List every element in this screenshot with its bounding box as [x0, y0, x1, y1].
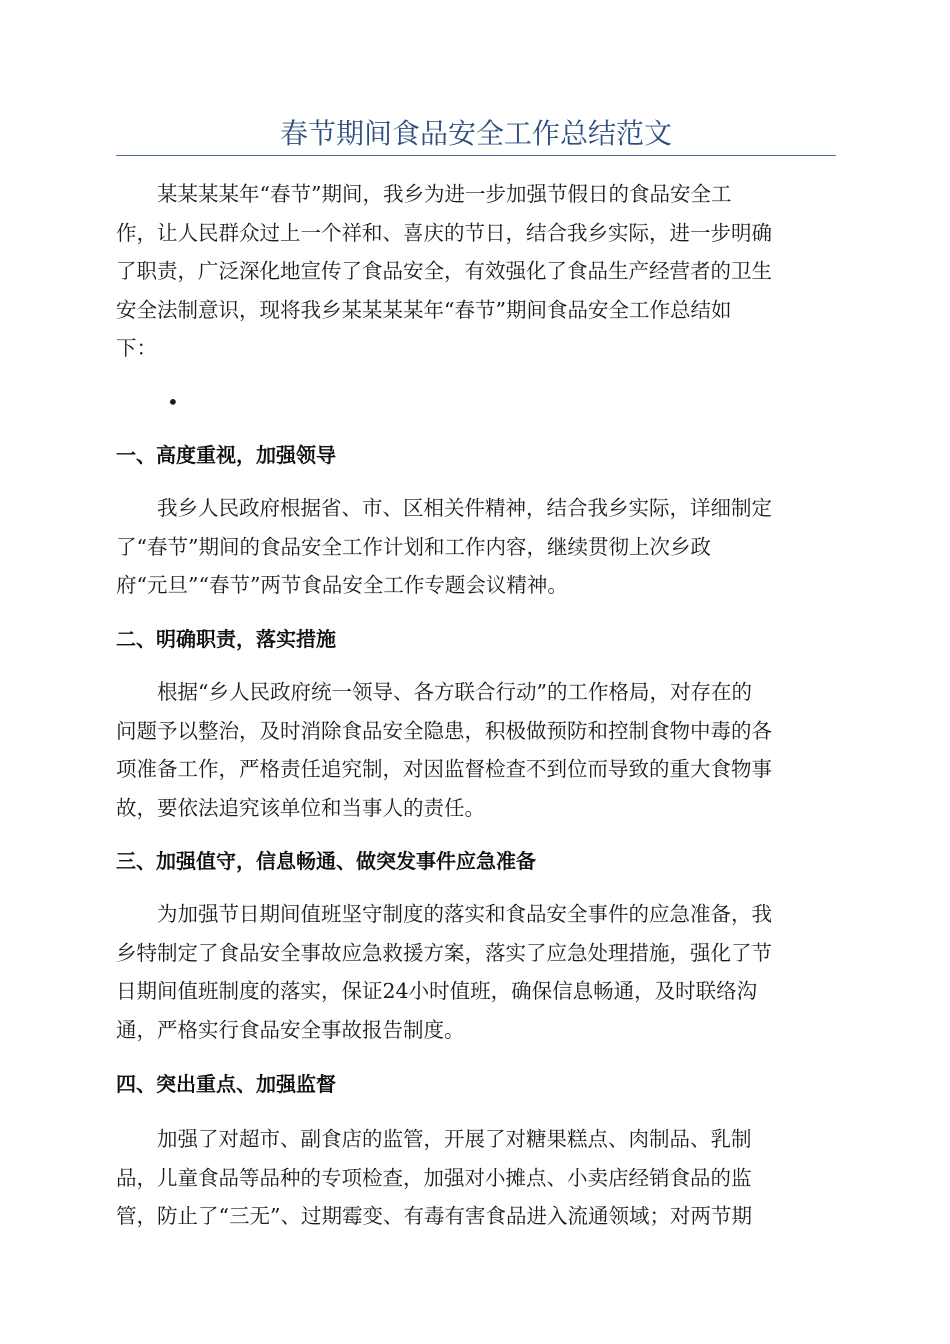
section-heading-4: 四、突出重点、加强监督: [116, 1072, 336, 1096]
intro-paragraph: [116, 175, 836, 368]
section-heading-2: 二、明确职责，落实措施: [116, 627, 336, 651]
section-body-3: [116, 895, 836, 1049]
body-line: 问题予以整治，及时消除食品安全隐患，积极做预防和控制食物中毒的各: [116, 718, 772, 743]
intro-line: 某某某某年“春节”期间，我乡为进一步加强节假日的食品安全工: [157, 182, 732, 206]
body-line: 通，严格实行食品安全事故报告制度。: [116, 1017, 465, 1042]
intro-line: 了职责，广泛深化地宣传了食品安全，有效强化了食品生产经营者的卫生: [116, 259, 772, 283]
intro-line: 安全法制意识，现将我乡某某某某年“春节”期间食品安全工作总结如: [116, 297, 732, 322]
title-underline: [116, 155, 836, 156]
body-line: 项准备工作，严格责任追究制，对因监督检查不到位而导致的重大食物事: [116, 757, 772, 781]
body-line: 故，要依法追究该单位和当事人的责任。: [116, 795, 485, 820]
body-line: 为加强节日期间值班坚守制度的落实和食品安全事件的应急准备，我: [157, 902, 772, 926]
body-line: 乡特制定了食品安全事故应急救援方案，落实了应急处理措施，强化了节: [116, 940, 772, 965]
body-line: 了“春节”期间的食品安全工作计划和工作内容，继续贯彻上次乡政: [116, 534, 711, 559]
section-heading-1: 一、高度重视，加强领导: [116, 443, 336, 467]
section-body-4: [116, 1120, 836, 1236]
section-heading-3: 三、加强值守，信息畅通、做突发事件应急准备: [116, 849, 536, 873]
section-body-1: [116, 489, 836, 605]
body-line: 加强了对超市、副食店的监管，开展了对糖果糕点、肉制品、乳制: [157, 1127, 752, 1151]
intro-line: 下：: [116, 336, 157, 360]
body-line: 我乡人民政府根据省、市、区相关件精神，结合我乡实际，详细制定: [157, 496, 772, 520]
body-line: 管，防止了“三无”、过期霉变、有毒有害食品进入流通领域；对两节期: [116, 1204, 752, 1228]
document-title: 春节期间食品安全工作总结范文: [279, 117, 672, 150]
bullet-point: •: [167, 390, 179, 414]
body-line: 根据“乡人民政府统一领导、各方联合行动”的工作格局，对存在的: [157, 680, 752, 704]
body-line: 府“元旦”“春节”两节食品安全工作专题会议精神。: [116, 573, 568, 597]
body-line: 品，儿童食品等品种的专项检查，加强对小摊点、小卖店经销食品的监: [116, 1165, 752, 1190]
body-line: 日期间值班制度的落实，保证24小时值班，确保信息畅通，及时联络沟: [116, 979, 758, 1003]
section-body-2: [116, 673, 836, 827]
intro-line: 作，让人民群众过上一个祥和、喜庆的节日，结合我乡实际，进一步明确: [116, 220, 772, 245]
